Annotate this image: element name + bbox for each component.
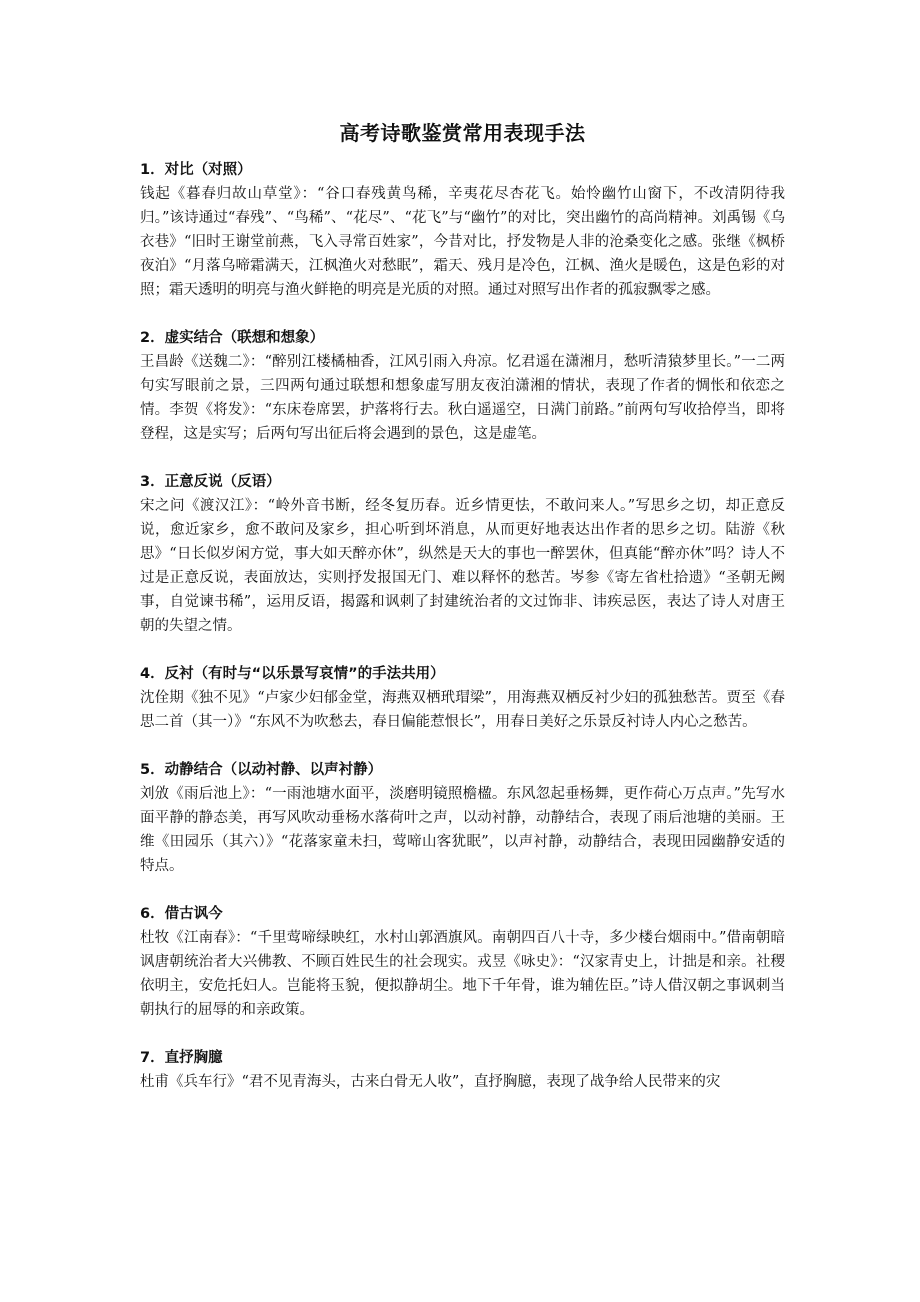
section-body: 杜甫《兵车行》“君不见青海头，古来白骨无人收”，直抒胸臆，表现了战争给人民带来的灾 (140, 1074, 721, 1090)
section-heading: 2．虚实结合（联想和想象） (140, 330, 325, 346)
section-body: 王昌龄《送魏二》：“醉别江楼橘柚香，江风引雨入舟凉。忆君遥在潇湘月，愁听清猿梦里长。”一二两句实写眼前之景，三四两句通过联想和想象虚写朋友夜泊潇湘的情状，表现了作者的惆怅和依恋之情。李贺《将发》：“东床卷席罢，护落将行去。秋白遥遥空，日满门前路。”前两句写收拾停当，即将登程，这是实写；后两句写出征后将会遇到的景色，这是虚笔。 (140, 354, 785, 442)
section-allusion-satire (140, 902, 785, 1022)
section-heading: 5．动静结合（以动衬静、以声衬静） (140, 762, 383, 778)
section-foil (140, 662, 785, 734)
section-contrast (140, 158, 785, 302)
section-irony (140, 470, 785, 638)
section-body: 钱起《暮春归故山草堂》：“谷口春残黄鸟稀，辛夷花尽杏花飞。始怜幽竹山窗下，不改清阴待我归。”该诗通过“春残”、“鸟稀”、“花尽”、“花飞”与“幽竹”的对比，突出幽竹的高尚精神。刘禹锡《乌衣巷》“旧时王谢堂前燕，飞入寻常百姓家”，今昔对比，抒发物是人非的沧桑变化之感。张继《枫桥夜泊》“月落乌啼霜满天，江枫渔火对愁眠”，霜天、残月是冷色，江枫、渔火是暖色，这是色彩的对照；霜天透明的明亮与渔火鲜艳的明亮是光质的对照。通过对照写出作者的孤寂飘零之感。 (140, 186, 785, 298)
section-body: 刘攽《雨后池上》：“一雨池塘水面平，淡磨明镜照檐楹。东风忽起垂杨舞，更作荷心万点声。”先写水面平静的静态美，再写风吹动垂杨水落荷叶之声，以动衬静，动静结合，表现了雨后池塘的美丽。王维《田园乐（其六）》“花落家童未扫，莺啼山客犹眠”，以声衬静，动静结合，表现田园幽静安适的特点。 (140, 786, 785, 874)
section-heading: 7．直抒胸臆 (140, 1050, 223, 1066)
section-heading: 4．反衬（有时与“以乐景写哀情”的手法共用） (140, 666, 445, 682)
section-body: 杜牧《江南春》：“千里莺啼绿映红，水村山郭酒旗风。南朝四百八十寺，多少楼台烟雨中。”借南朝暗讽唐朝统治者大兴佛教、不顾百姓民生的社会现实。戎昱《咏史》：“汉家青史上，计拙是和亲。社稷依明主，安危托妇人。岂能将玉貌，便拟静胡尘。地下千年骨，谁为辅佐臣。”诗人借汉朝之事讽刺当朝执行的屈辱的和亲政策。 (140, 930, 785, 1018)
section-heading: 1．对比（对照） (140, 162, 252, 178)
section-direct-expression (140, 1046, 785, 1094)
section-body: 沈佺期《独不见》“卢家少妇郁金堂，海燕双栖玳瑁梁”，用海燕双栖反衬少妇的孤独愁苦。贾至《春思二首（其一）》“东风不为吹愁去，春日偏能惹恨长”，用春日美好之乐景反衬诗人内心之愁苦。 (140, 690, 785, 730)
section-body: 宋之问《渡汉江》：“岭外音书断，经冬复历春。近乡情更怯，不敢问来人。”写思乡之切，却正意反说，愈近家乡，愈不敢问及家乡，担心听到坏消息，从而更好地表达出作者的思乡之切。陆游《秋思》“日长似岁闲方觉，事大如天醉亦休”，纵然是天大的事也一醉罢休，但真能“醉亦休”吗？诗人不过是正意反说，表面放达，实则抒发报国无门、难以释怀的愁苦。岑参《寄左省杜拾遗》“圣朝无阙事，自觉谏书稀”，运用反语，揭露和讽刺了封建统治者的文过饰非、讳疾忌医，表达了诗人对唐王朝的失望之情。 (140, 498, 785, 634)
document-page (140, 118, 785, 1118)
section-real-virtual (140, 326, 785, 446)
section-motion-stillness (140, 758, 785, 878)
section-heading: 3．正意反说（反语） (140, 474, 281, 490)
document-title: 高考诗歌鉴赏常用表现手法 (339, 121, 586, 145)
section-heading: 6．借古讽今 (140, 906, 223, 922)
